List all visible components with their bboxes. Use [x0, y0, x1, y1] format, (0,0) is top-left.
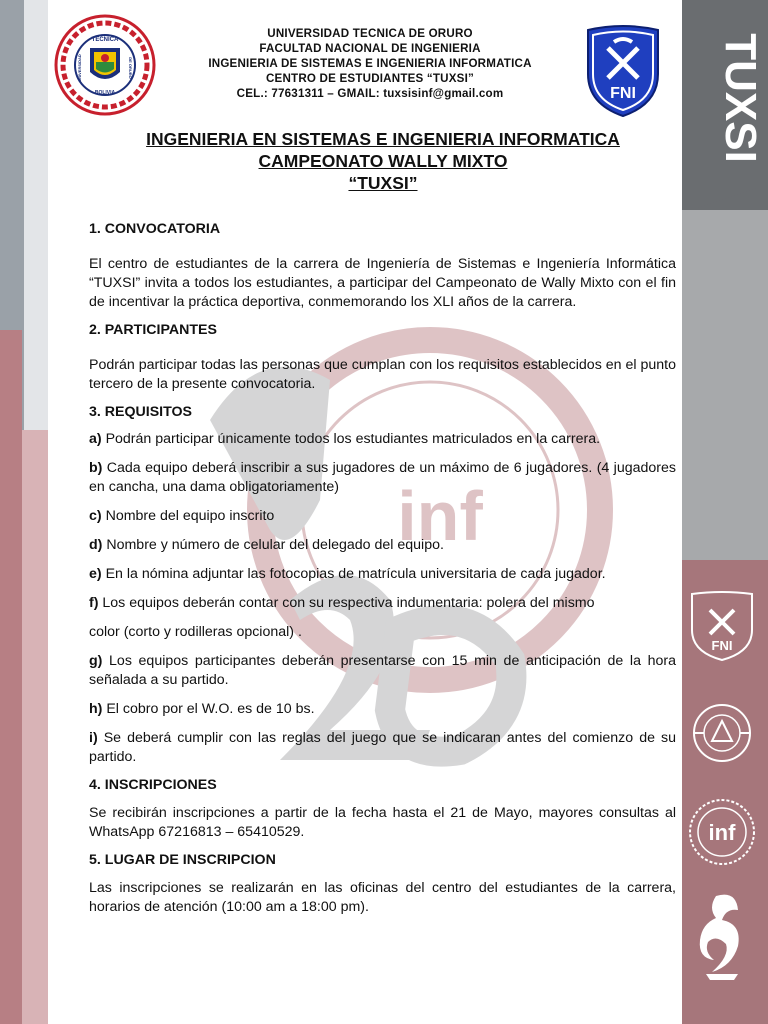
requirement-item: e) En la nómina adjuntar las fotocopias de matrícula universitaria de cada jugador.	[89, 566, 606, 582]
svg-text:BOLIVIA: BOLIVIA	[94, 90, 116, 96]
header-career: INGENIERIA DE SISTEMAS E INGENIERIA INFORMATICA	[208, 57, 532, 70]
svg-text:TECNICA: TECNICA	[91, 37, 119, 43]
title-line-2: CAMPEONATO WALLY MIXTO	[258, 151, 508, 171]
document-body	[89, 220, 676, 917]
fni-side-icon	[686, 590, 758, 662]
mascot-side-icon	[686, 890, 758, 984]
header-university: UNIVERSIDAD TECNICA DE ORURO	[267, 27, 473, 40]
requirement-item: d) Nombre y número de celular del delegado del equipo.	[89, 537, 444, 553]
section-text-convocatoria: El centro de estudiantes de la carrera de Ingeniería de Sistemas e Ingeniería Informática “TUXSI” invita a todos los estudiantes, a participar del Campeonato de Wally Mixto con el fin de incentivar la práctica deportiva, conmemorando los XLI años de la carrera.	[89, 256, 676, 310]
header-faculty: FACULTAD NACIONAL DE INGENIERIA	[259, 42, 481, 55]
section-text-lugar: Las inscripciones se realizarán en las oficinas del centro del estudiantes de la carrera, horarios de atención (10:00 am a 18:00 pm).	[89, 880, 676, 915]
section-heading-inscripciones: 4. INSCRIPCIONES	[89, 777, 217, 793]
requirement-item: g) Los equipos participantes deberán presentarse con 15 min de anticipación de la hora señalada a su partido.	[89, 653, 676, 688]
requirement-item: i) Se deberá cumplir con las reglas del juego que se indicaran antes del comienzo de su partido.	[89, 730, 676, 765]
requirement-item: a) Podrán participar únicamente todos los estudiantes matriculados en la carrera.	[89, 431, 601, 447]
section-heading-lugar: 5. LUGAR DE INSCRIPCION	[89, 852, 276, 868]
document-title	[90, 128, 676, 194]
watermark-inf-text: inf	[397, 477, 483, 555]
svg-text:FNI: FNI	[711, 638, 733, 653]
title-line-3: “TUXSI”	[348, 173, 418, 193]
inf-side-icon	[686, 796, 758, 868]
requirement-item: b) Cada equipo deberá inscribir a sus jugadores de un máximo de 6 jugadores. (4 jugadores en cancha, una dama obligatoriamente)	[89, 460, 676, 495]
svg-text:FNI: FNI	[610, 85, 636, 102]
requirement-item: c) Nombre del equipo inscrito	[89, 508, 275, 524]
title-line-1: INGENIERIA EN SISTEMAS E INGENIERIA INFORMATICA	[146, 129, 620, 149]
left-decor-rose-light	[22, 430, 48, 1024]
svg-text:UNIVERSIDAD: UNIVERSIDAD	[77, 54, 82, 82]
engineering-emblem-icon	[686, 700, 758, 766]
uto-university-seal	[54, 14, 156, 116]
section-heading-participantes: 2. PARTICIPANTES	[89, 322, 217, 338]
requirement-item: f) Los equipos deberán contar con su respectiva indumentaria: polera del mismo	[89, 595, 595, 611]
svg-text:inf: inf	[708, 820, 736, 845]
fni-shield-logo	[584, 24, 662, 118]
section-heading-requisitos: 3. REQUISITOS	[89, 404, 193, 420]
requirement-item: color (corto y rodilleras opcional) .	[89, 624, 302, 640]
header-contact: CEL.: 77631311 – GMAIL: tuxsisinf@gmail.com	[236, 87, 504, 100]
tuxsi-vertical-logo	[696, 8, 765, 188]
left-decor-rose	[0, 330, 22, 1024]
section-text-inscripciones: Se recibirán inscripciones a partir de la fecha hasta el 21 de Mayo, mayores consultas al WhatsApp 67216813 – 65410529.	[89, 805, 676, 840]
svg-text:DE ORURO: DE ORURO	[128, 57, 133, 79]
header-student-center: CENTRO DE ESTUDIANTES “TUXSI”	[265, 72, 475, 85]
section-text-participantes: Podrán participar todas las personas que cumplan con los requisitos establecidos en el punto tercero de la presente convocatoria.	[89, 357, 676, 392]
svg-text:TUXSI: TUXSI	[716, 33, 765, 163]
institution-header	[180, 26, 560, 101]
section-heading-convocatoria: 1. CONVOCATORIA	[89, 221, 221, 237]
requirement-item: h) El cobro por el W.O. es de 10 bs.	[89, 701, 315, 717]
